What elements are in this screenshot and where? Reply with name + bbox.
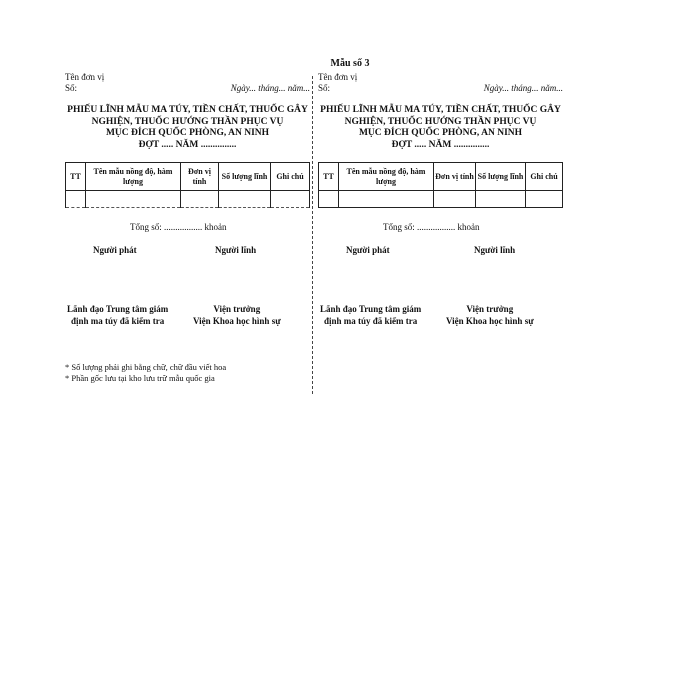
director-signature-block bbox=[446, 303, 534, 327]
title-line: ĐỢT ..... NĂM ............... bbox=[391, 139, 490, 150]
col-header-sample-name: Tên mẫu nồng độ, hàm lượng bbox=[339, 163, 434, 191]
leader-line: Lãnh đạo Trung tâm giám bbox=[67, 304, 169, 314]
date-line: Ngày... tháng... năm... bbox=[230, 83, 310, 93]
total-count: Tổng số: ................. khoản bbox=[130, 222, 227, 232]
issuer-signature-label: Người phát bbox=[93, 245, 137, 255]
unit-name-label: Tên đơn vị bbox=[318, 72, 358, 82]
table-cell bbox=[271, 191, 310, 208]
total-count: Tổng số: ................. khoản bbox=[383, 222, 480, 232]
table-cell bbox=[66, 191, 86, 208]
table-cell bbox=[86, 191, 181, 208]
table-cell bbox=[476, 191, 526, 208]
col-header-tt: TT bbox=[319, 163, 339, 191]
title-line: NGHIỆN, THUỐC HƯỚNG THẦN PHỤC VỤ bbox=[344, 116, 537, 127]
title-line: MỤC ĐÍCH QUỐC PHÒNG, AN NINH bbox=[358, 128, 523, 138]
director-line: Viện Khoa học hình sự bbox=[446, 316, 534, 326]
table-row bbox=[66, 191, 310, 208]
date-line: Ngày... tháng... năm... bbox=[483, 83, 563, 93]
col-header-quantity: Số lượng lĩnh bbox=[219, 163, 271, 191]
table-cell bbox=[339, 191, 434, 208]
table-cell bbox=[181, 191, 219, 208]
issuer-signature-label: Người phát bbox=[346, 245, 390, 255]
title-line: PHIẾU LĨNH MẪU MA TÚY, TIỀN CHẤT, THUỐC GÂY bbox=[67, 105, 308, 115]
title-line: NGHIỆN, THUỐC HƯỚNG THẦN PHỤC VỤ bbox=[91, 116, 284, 127]
footnote: * Số lượng phải ghi bằng chữ, chữ đầu viết hoa bbox=[65, 362, 227, 372]
director-line: Viện trưởng bbox=[213, 304, 261, 314]
title-line: ĐỢT ..... NĂM ............... bbox=[138, 139, 237, 150]
table-cell bbox=[526, 191, 563, 208]
receiver-signature-label: Người lĩnh bbox=[215, 245, 257, 255]
col-header-note: Ghi chú bbox=[526, 163, 563, 191]
title-line: PHIẾU LĨNH MẪU MA TÚY, TIỀN CHẤT, THUỐC GÂY bbox=[320, 105, 561, 115]
col-header-unit: Đơn vị tính bbox=[181, 163, 219, 191]
table-row bbox=[319, 191, 563, 208]
leader-signature-block bbox=[320, 303, 421, 327]
col-header-sample-name: Tên mẫu nồng độ, hàm lượng bbox=[86, 163, 181, 191]
document-number-label: Số: bbox=[318, 83, 331, 93]
director-line: Viện Khoa học hình sự bbox=[193, 316, 281, 326]
slip-title bbox=[65, 105, 310, 151]
table-cell bbox=[219, 191, 271, 208]
col-header-note: Ghi chú bbox=[271, 163, 310, 191]
leader-line: định ma túy đã kiểm tra bbox=[323, 316, 418, 326]
table-cell bbox=[319, 191, 339, 208]
leader-line: Lãnh đạo Trung tâm giám bbox=[320, 304, 422, 314]
director-signature-block bbox=[193, 303, 281, 327]
table-header-row bbox=[319, 163, 563, 191]
items-table bbox=[318, 162, 563, 208]
tear-line-divider bbox=[312, 76, 313, 394]
col-header-tt: TT bbox=[66, 163, 86, 191]
leader-signature-block bbox=[67, 303, 168, 327]
footnote: * Phần gốc lưu tại kho lưu trữ mẫu quốc gia bbox=[65, 373, 215, 383]
table-header-row bbox=[66, 163, 310, 191]
col-header-quantity: Số lượng lĩnh bbox=[476, 163, 526, 191]
col-header-unit: Đơn vị tính bbox=[434, 163, 476, 191]
slip-title bbox=[318, 105, 563, 151]
items-table bbox=[65, 162, 310, 208]
leader-line: định ma túy đã kiểm tra bbox=[70, 316, 165, 326]
unit-name-label: Tên đơn vị bbox=[65, 72, 105, 82]
footnotes bbox=[65, 362, 226, 384]
table-cell bbox=[434, 191, 476, 208]
document-number-label: Số: bbox=[65, 83, 78, 93]
receiver-signature-label: Người lĩnh bbox=[474, 245, 516, 255]
title-line: MỤC ĐÍCH QUỐC PHÒNG, AN NINH bbox=[105, 128, 270, 138]
director-line: Viện trưởng bbox=[466, 304, 514, 314]
form-code: Mẫu số 3 bbox=[330, 58, 370, 69]
